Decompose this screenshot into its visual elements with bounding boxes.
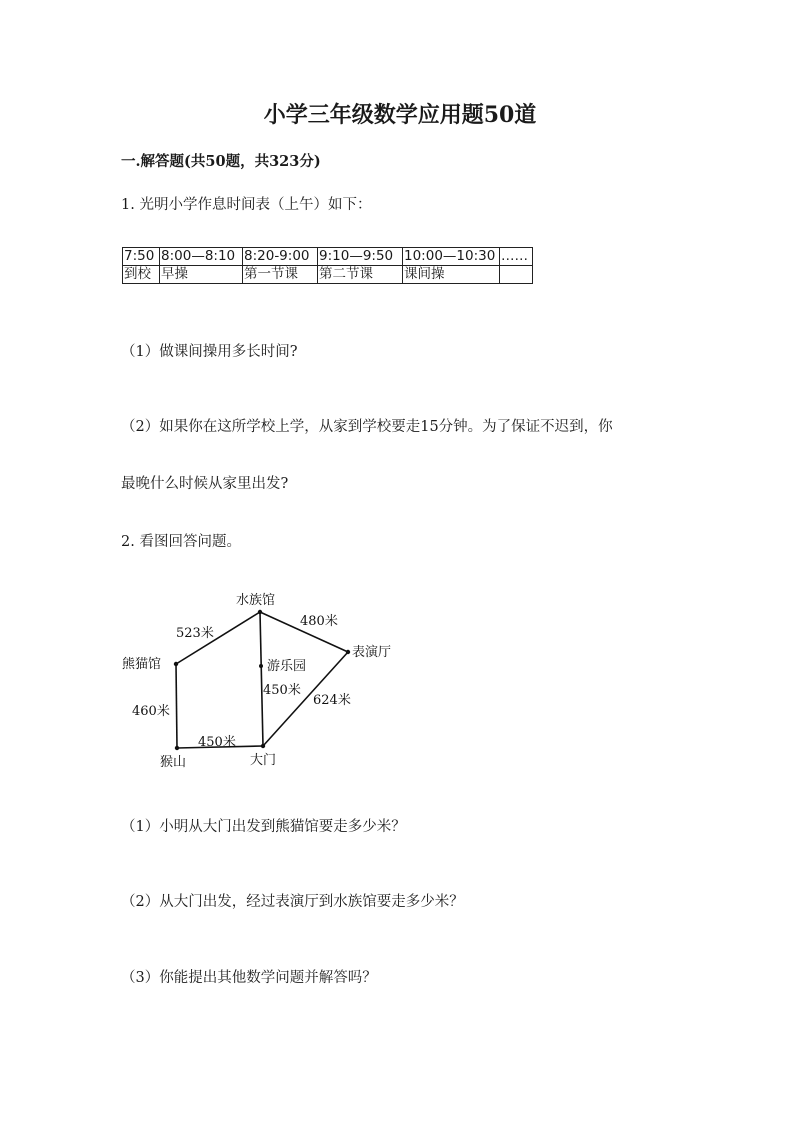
- schedule-time-row: [123, 248, 533, 266]
- path-gate-aquarium: [260, 612, 263, 746]
- dist-gate-aquarium: 450米: [263, 683, 301, 698]
- schedule-event-cell: 到校: [123, 266, 160, 284]
- monkey-node: [175, 746, 179, 750]
- dist-monkey-gate: 450米: [198, 735, 236, 750]
- schedule-time-cell: 7:50: [123, 248, 160, 266]
- label-monkey: 猴山: [160, 755, 187, 770]
- question-2-sub-3: （3）你能提出其他数学问题并解答吗？: [121, 970, 377, 986]
- section-heading: 一.解答题(共50题，共323分): [121, 153, 321, 170]
- question-1-intro: 1. 光明小学作息时间表（上午）如下：: [121, 197, 372, 213]
- schedule-event-cell: 早操: [160, 266, 243, 284]
- page-title: 小学三年级数学应用题50道: [263, 102, 537, 128]
- label-hall: 表演厅: [352, 645, 392, 660]
- question-2-intro: 2. 看图回答问题。: [121, 534, 241, 550]
- label-panda: 熊猫馆: [122, 657, 162, 672]
- zoo-map-diagram: [120, 582, 420, 772]
- schedule-table: [122, 247, 533, 284]
- schedule-time-cell: ……: [500, 248, 533, 266]
- schedule-time-cell: 10:00—10:30: [403, 248, 500, 266]
- dist-gate-hall: 624米: [313, 693, 351, 708]
- schedule-event-cell: 课间操: [403, 266, 500, 284]
- dist-aquarium-hall: 480米: [300, 614, 338, 629]
- label-aquarium: 水族馆: [236, 593, 276, 608]
- schedule-time-cell: 8:20-9:00: [243, 248, 318, 266]
- dist-panda-aquarium: 523米: [176, 626, 214, 641]
- question-1-sub-1: （1）做课间操用多长时间?: [121, 344, 298, 360]
- dist-panda-monkey: 460米: [132, 704, 170, 719]
- hall-node: [346, 650, 350, 654]
- label-park: 游乐园: [267, 659, 307, 674]
- label-gate: 大门: [250, 753, 277, 768]
- gate-node: [261, 744, 265, 748]
- park-node: [259, 664, 263, 668]
- schedule-event-cell: [500, 266, 533, 284]
- panda-node: [174, 662, 178, 666]
- question-1-sub-2-line-1: （2）如果你在这所学校上学，从家到学校要走15分钟。为了保证不迟到，你: [121, 419, 613, 435]
- question-1-sub-2-line-2: 最晚什么时候从家里出发?: [121, 476, 289, 492]
- schedule-event-cell: 第一节课: [243, 266, 318, 284]
- path-panda-monkey: [176, 664, 177, 748]
- question-2-sub-2: （2）从大门出发，经过表演厅到水族馆要走多少米？: [121, 894, 464, 910]
- schedule-time-cell: 9:10—9:50: [318, 248, 403, 266]
- schedule-event-row: [123, 266, 533, 284]
- schedule-time-cell: 8:00—8:10: [160, 248, 243, 266]
- question-2-sub-1: （1）小明从大门出发到熊猫馆要走多少米？: [121, 819, 406, 835]
- aquarium-node: [258, 610, 262, 614]
- schedule-event-cell: 第二节课: [318, 266, 403, 284]
